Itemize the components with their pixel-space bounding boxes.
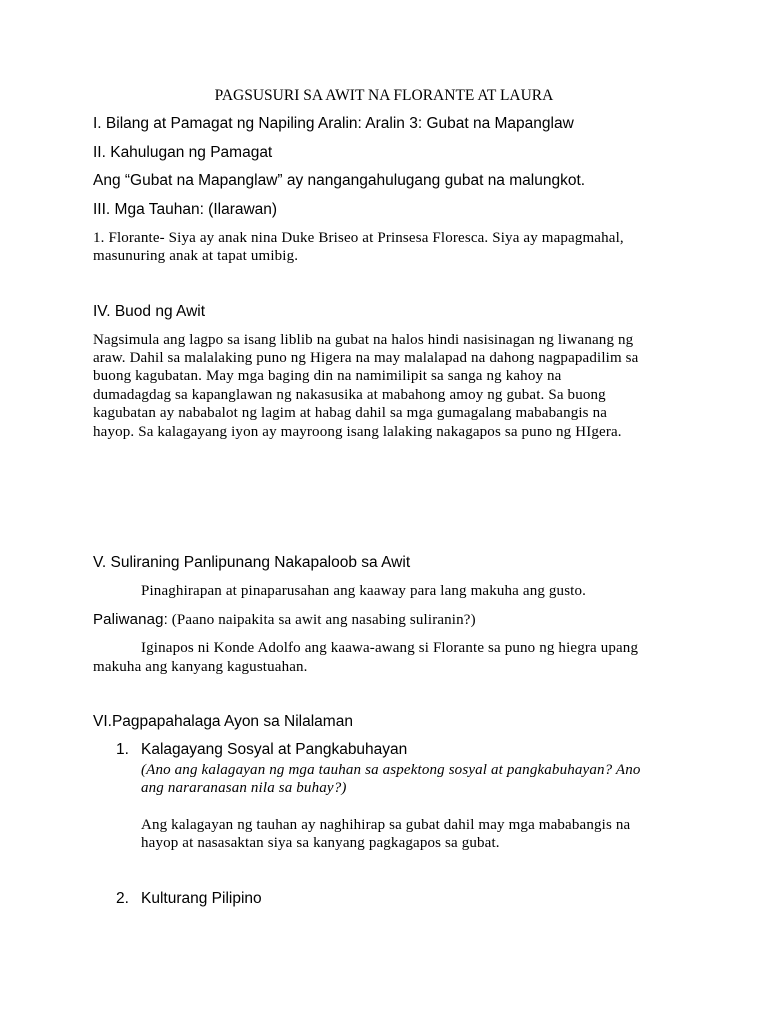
section-3-line: masunuring anak at tapat umibig. bbox=[93, 248, 299, 264]
section-4-heading: IV. Buod ng Awit bbox=[93, 303, 206, 320]
list-item-2-title: Kulturang Pilipino bbox=[141, 890, 262, 907]
paliwanag-label: Paliwanag: bbox=[93, 611, 168, 628]
list-item-1-question: (Ano ang kalagayan ng mga tauhan sa aspektong sosyal at pangkabuhayan? Ano bbox=[141, 762, 641, 778]
list-item-1-answer: Ang kalagayan ng tauhan ay naghihirap sa gubat dahil may mga mababangis na bbox=[141, 817, 631, 833]
section-1-heading: I. Bilang at Pamagat ng Napiling Aralin: Aralin 3: Gubat na Mapanglaw bbox=[93, 115, 574, 132]
paliwanag-line bbox=[93, 611, 476, 630]
list-item-1-question: ang nararanasan nila sa buhay?) bbox=[141, 780, 347, 796]
section-4-line: dumadagdag sa kapanglawan ng nakasusika at mabahong amoy ng gubat. Sa buong bbox=[93, 387, 606, 403]
section-6-heading: VI.Pagpapahalaga Ayon sa Nilalaman bbox=[93, 713, 353, 730]
paliwanag-prompt: (Paano naipakita sa awit ang nasabing suliranin?) bbox=[167, 612, 476, 628]
list-item-1-title: Kalagayang Sosyal at Pangkabuhayan bbox=[141, 741, 408, 758]
section-3-line: 1. Florante- Siya ay anak nina Duke Briseo at Prinsesa Floresca. Siya ay mapagmahal, bbox=[93, 230, 624, 246]
section-3-heading: III. Mga Tauhan: (Ilarawan) bbox=[93, 201, 278, 218]
section-4-line: kagubatan ay nababalot ng lagim at habag dahil sa mga gumagalang mababangis na bbox=[93, 405, 608, 421]
list-item-1-number: 1. bbox=[116, 741, 129, 758]
document-title: PAGSUSURI SA AWIT NA FLORANTE AT LAURA bbox=[214, 87, 554, 104]
paliwanag-answer-line: makuha ang kanyang kagustuahan. bbox=[93, 659, 308, 675]
paliwanag-answer-line: Iginapos ni Konde Adolfo ang kaawa-awang si Florante sa puno ng hiegra upang bbox=[141, 640, 639, 656]
section-5-heading: V. Suliraning Panlipunang Nakapaloob sa Awit bbox=[93, 554, 411, 571]
list-item-2-number: 2. bbox=[116, 890, 129, 907]
section-4-line: Nagsimula ang lagpo sa isang liblib na gubat na halos hindi nasisinagan ng liwanang ng bbox=[93, 332, 634, 348]
section-4-line: buong kagubatan. May mga baging din na namimilipit sa sanga ng kahoy na bbox=[93, 368, 562, 384]
section-4-line: araw. Dahil sa malalaking puno ng Higera na may malalapad na dahong nagpapadilim sa bbox=[93, 350, 639, 366]
section-2-heading: II. Kahulugan ng Pamagat bbox=[93, 144, 273, 161]
section-4-line: hayop. Sa kalagayang iyon ay mayroong isang lalaking nakagapos sa puno ng HIgera. bbox=[93, 424, 622, 440]
section-5-body: Pinaghirapan at pinaparusahan ang kaaway para lang makuha ang gusto. bbox=[141, 583, 587, 599]
section-2-body: Ang “Gubat na Mapanglaw” ay nangangahulugang gubat na malungkot. bbox=[93, 172, 586, 189]
list-item-1-answer: hayop at nasasaktan siya sa kanyang pagkagapos sa gubat. bbox=[141, 835, 500, 851]
